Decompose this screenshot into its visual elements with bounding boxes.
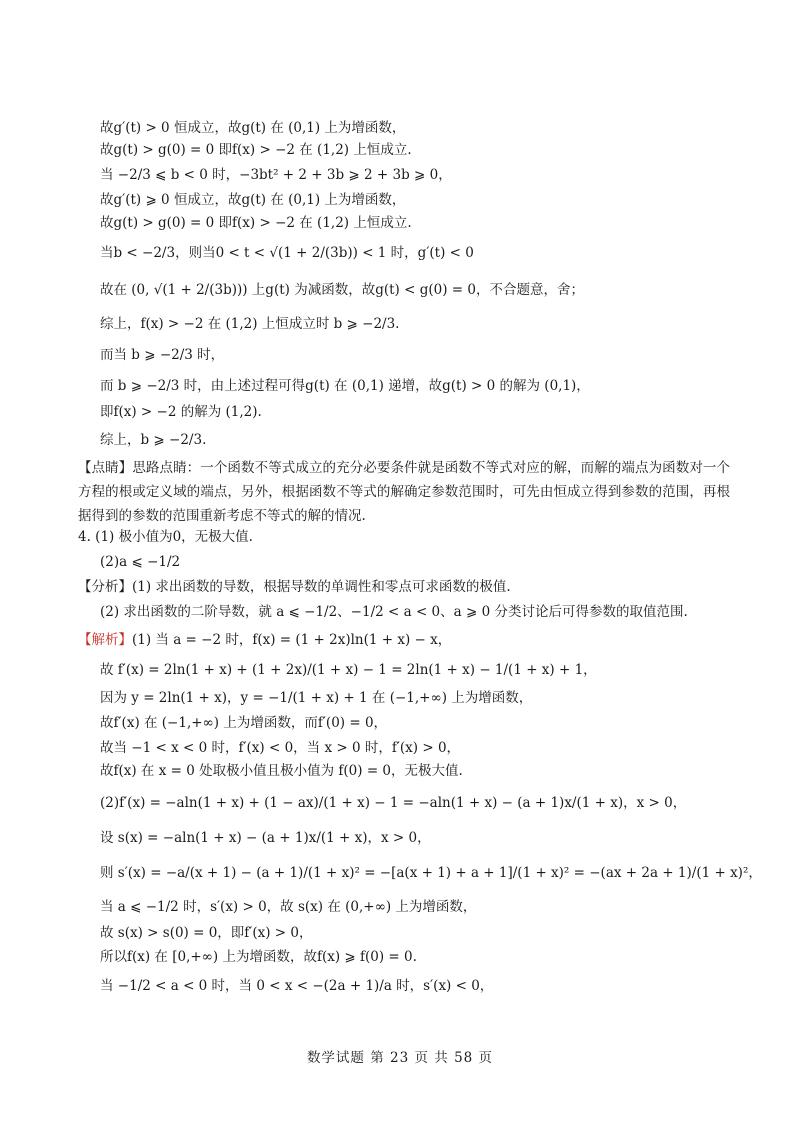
- analysis-line: (2) 求出函数的二阶导数，就 a ⩽ −1/2、−1/2 < a < 0、a ⩾ 0 分类讨论后可得参数的取值范围.: [100, 604, 688, 620]
- text-line: 故g(t) > g(0) = 0 即f(x) > −2 在 (1,2) 上恒成立.: [100, 142, 412, 158]
- solution-line: 故f′(x) 在 (−1,+∞) 上为增函数，而f′(0) = 0，: [100, 715, 388, 731]
- solution-header-line: [78, 630, 451, 650]
- text-line: 当 −2/3 ⩽ b < 0 时，−3bt² + 2 + 3b ⩾ 2 + 3b ⩾ 0，: [100, 167, 452, 183]
- page-footer: 数学试题 第 23 页 共 58 页: [306, 1050, 494, 1066]
- solution-line: 当 a ⩽ −1/2 时，s′(x) > 0，故 s(x) 在 (0,+∞) 上为增函数，: [100, 899, 477, 915]
- analysis-line: 【分析】(1) 求出函数的导数，根据导数的单调性和零点可求函数的极值.: [78, 579, 511, 595]
- solution-line: 所以f(x) 在 [0,+∞) 上为增函数，故f(x) ⩾ f(0) = 0.: [100, 949, 417, 965]
- solution-line: 故 f′(x) = 2ln(1 + x) + (1 + 2x)/(1 + x) − 1 = 2ln(1 + x) − 1/(1 + x) + 1，: [100, 662, 597, 678]
- text-line: 综上，b ⩾ −2/3.: [100, 432, 207, 448]
- answer-line: (2)a ⩽ −1/2: [100, 554, 181, 570]
- text-line: 而 b ⩾ −2/3 时，由上述过程可得g(t) 在 (0,1) 递增，故g(t) > 0 的解为 (0,1)，: [100, 378, 590, 394]
- solution-line: 因为 y = 2ln(1 + x)，y = −1/(1 + x) + 1 在 (−1,+∞) 上为增函数，: [100, 690, 533, 706]
- text-line: 故g′(t) > 0 恒成立，故g(t) 在 (0,1) 上为增函数，: [100, 120, 406, 136]
- solution-line: 故f(x) 在 x = 0 处取极小值且极小值为 f(0) = 0，无极大值.: [100, 763, 463, 779]
- solution-line: 当 −1/2 < a < 0 时，当 0 < x < −(2a + 1)/a 时，s′(x) < 0，: [100, 978, 494, 994]
- solution-text: (1) 当 a = −2 时，f(x) = (1 + 2x)ln(1 + x) − x，: [132, 632, 452, 648]
- text-line: 当b < −2/3，则当0 < t < √(1 + 2/(3b)) < 1 时，g′(t) < 0: [100, 245, 474, 261]
- tip-paragraph: 【点睛】思路点睛：一个函数不等式成立的充分必要条件就是函数不等式对应的解，而解的端点为函数对一个方程的根或定义域的端点，另外，根据函数不等式的解确定参数范围时，可先由恒成立得到参数的范围，再根据得到的参数的范围重新考虑不等式的解的情况.: [78, 460, 730, 524]
- answer-line: 4. (1) 极小值为0，无极大值.: [78, 529, 253, 545]
- solution-line: 故 s(x) > s(0) = 0，即f′(x) > 0，: [100, 925, 313, 941]
- text-line: 故在 (0, √(1 + 2/(3b))) 上g(t) 为减函数，故g(t) < g(0) = 0，不合题意，舍；: [100, 282, 584, 298]
- text-line: 而当 b ⩾ −2/3 时，: [100, 347, 225, 363]
- text-line: 故g′(t) ⩾ 0 恒成立，故g(t) 在 (0,1) 上为增函数，: [100, 192, 406, 208]
- text-line: 即f(x) > −2 的解为 (1,2).: [100, 404, 262, 420]
- text-line: 故g(t) > g(0) = 0 即f(x) > −2 在 (1,2) 上恒成立.: [100, 215, 412, 231]
- jiexi-label: 【解析】: [78, 632, 132, 648]
- solution-line: 故当 −1 < x < 0 时，f′(x) < 0，当 x > 0 时，f′(x) > 0，: [100, 740, 461, 756]
- solution-line: (2)f′(x) = −aln(1 + x) + (1 − ax)/(1 + x) − 1 = −aln(1 + x) − (a + 1)x/(1 + x)，x > 0，: [100, 795, 687, 811]
- solution-line: 设 s(x) = −aln(1 + x) − (a + 1)x/(1 + x)，x > 0，: [100, 830, 431, 846]
- solution-line: 则 s′(x) = −a/(x + 1) − (a + 1)/(1 + x)² = −[a(x + 1) + a + 1]/(1 + x)² = −(ax + 2a + 1)/(1 + x)²，: [100, 865, 762, 881]
- text-line: 综上，f(x) > −2 在 (1,2) 上恒成立时 b ⩾ −2/3.: [100, 316, 400, 332]
